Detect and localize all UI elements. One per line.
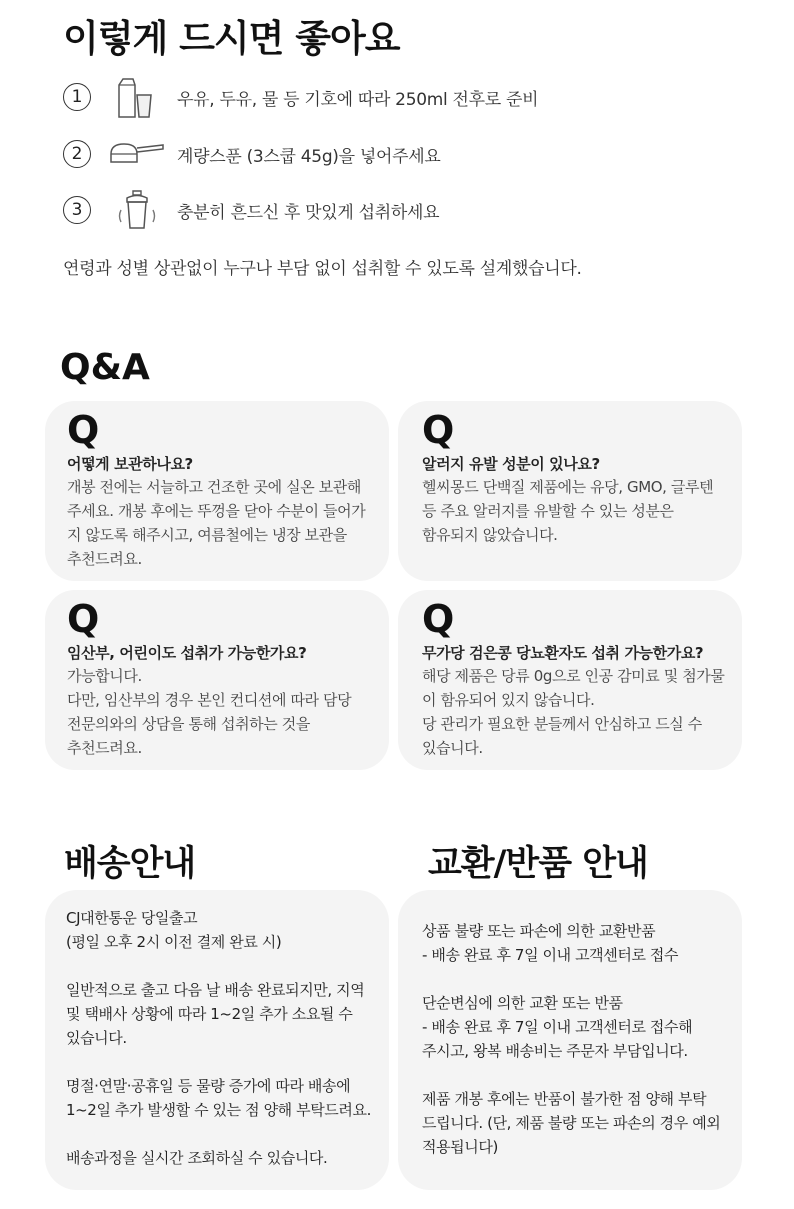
qa-answer-line: 주세요. 개봉 후에는 뚜껑을 닫아 수분이 들어가 xyxy=(67,502,366,520)
qa-answer xyxy=(67,475,375,571)
milk-cup-icon xyxy=(107,75,167,119)
step-2 xyxy=(63,134,440,174)
shipping-line: (평일 오후 2시 이전 결제 완료 시) xyxy=(66,933,282,951)
qa-answer-line: 이 함유되어 있지 않습니다. xyxy=(422,691,595,709)
qa-title: Q&A xyxy=(60,347,150,388)
step-text: 계량스푼 (3스쿱 45g)을 넣어주세요 xyxy=(177,146,441,167)
returns-line: 상품 불량 또는 파손에 의한 교환반품 xyxy=(422,922,656,940)
qa-question: 임산부, 어린이도 섭취가 가능한가요? xyxy=(67,644,307,662)
qa-answer-line: 가능합니다. xyxy=(67,667,142,685)
qa-question: 어떻게 보관하나요? xyxy=(67,455,193,473)
qa-answer-line: 함유되지 않았습니다. xyxy=(422,526,558,544)
measuring-scoop-icon xyxy=(107,132,167,176)
qa-answer-line: 헬씨몽드 단백질 제품에는 유당, GMO, 글루텐 xyxy=(422,478,714,496)
step-number: 1 xyxy=(63,83,91,111)
step-3 xyxy=(63,190,439,230)
returns-title: 교환/반품 안내 xyxy=(428,844,648,884)
returns-line: 단순변심에 의한 교환 또는 반품 xyxy=(422,994,623,1012)
returns-line: - 배송 완료 후 7일 이내 고객센터로 접수 xyxy=(422,946,679,964)
shipping-line: 1~2일 추가 발생할 수 있는 점 양해 부탁드려요. xyxy=(66,1101,371,1119)
step-number: 3 xyxy=(63,196,91,224)
q-mark: Q xyxy=(67,408,100,452)
qa-card xyxy=(45,401,389,581)
qa-question: 알러지 유발 성분이 있나요? xyxy=(422,455,600,473)
shipping-line: 및 택배사 상황에 따라 1~2일 추가 소요될 수 xyxy=(66,1005,353,1023)
shipping-line: 명절·연말·공휴일 등 물량 증가에 따라 배송에 xyxy=(66,1077,351,1095)
qa-answer-line: 등 주요 알러지를 유발할 수 있는 성분은 xyxy=(422,502,674,520)
q-mark: Q xyxy=(422,597,455,641)
step-text: 우유, 두유, 물 등 기호에 따라 250ml 전후로 준비 xyxy=(177,89,539,110)
shipping-line: 있습니다. xyxy=(66,1029,127,1047)
step-1 xyxy=(63,77,538,117)
returns-card xyxy=(398,890,742,1190)
step-number: 2 xyxy=(63,140,91,168)
qa-answer-line: 추천드려요. xyxy=(67,550,142,568)
qa-answer xyxy=(67,664,375,760)
qa-answer-line: 해당 제품은 당류 0g으로 인공 감미료 및 첨가물 xyxy=(422,667,725,685)
qa-question: 무가당 검은콩 당뇨환자도 섭취 가능한가요? xyxy=(422,644,704,662)
howto-title: 이렇게 드시면 좋아요 xyxy=(63,17,400,60)
returns-line: 드립니다. (단, 제품 불량 또는 파손의 경우 예외 xyxy=(422,1114,721,1132)
q-mark: Q xyxy=(422,408,455,452)
qa-card xyxy=(398,401,742,581)
qa-answer-line: 지 않도록 해주시고, 여름철에는 냉장 보관을 xyxy=(67,526,347,544)
qa-answer xyxy=(422,475,728,547)
qa-card xyxy=(45,590,389,770)
shipping-card xyxy=(45,890,389,1190)
qa-answer-line: 개봉 전에는 서늘하고 건조한 곳에 실온 보관해 xyxy=(67,478,361,496)
shipping-line: CJ대한통운 당일출고 xyxy=(66,909,198,927)
returns-line: 제품 개봉 후에는 반품이 불가한 점 양해 부탁 xyxy=(422,1090,707,1108)
qa-answer-line: 추천드려요. xyxy=(67,739,142,757)
returns-line: - 배송 완료 후 7일 이내 고객센터로 접수해 xyxy=(422,1018,693,1036)
qa-card xyxy=(398,590,742,770)
returns-line: 적용됩니다) xyxy=(422,1138,498,1156)
qa-answer-line: 당 관리가 필요한 분들께서 안심하고 드실 수 xyxy=(422,715,702,733)
qa-answer-line: 다만, 임산부의 경우 본인 컨디션에 따라 담당 xyxy=(67,691,352,709)
returns-line: 주시고, 왕복 배송비는 주문자 부담입니다. xyxy=(422,1042,688,1060)
q-mark: Q xyxy=(67,597,100,641)
shipping-line: 일반적으로 출고 다음 날 배송 완료되지만, 지역 xyxy=(66,981,365,999)
qa-answer-line: 전문의와의 상담을 통해 섭취하는 것을 xyxy=(67,715,310,733)
step-text: 충분히 흔드신 후 맛있게 섭취하세요 xyxy=(177,202,440,223)
howto-note: 연령과 성별 상관없이 누구나 부담 없이 섭취할 수 있도록 설계했습니다. xyxy=(63,259,582,279)
qa-answer-line: 있습니다. xyxy=(422,739,483,757)
shipping-title: 배송안내 xyxy=(64,844,196,884)
qa-answer xyxy=(422,664,728,760)
shaker-icon xyxy=(107,188,167,232)
shipping-line: 배송과정을 실시간 조회하실 수 있습니다. xyxy=(66,1149,328,1167)
